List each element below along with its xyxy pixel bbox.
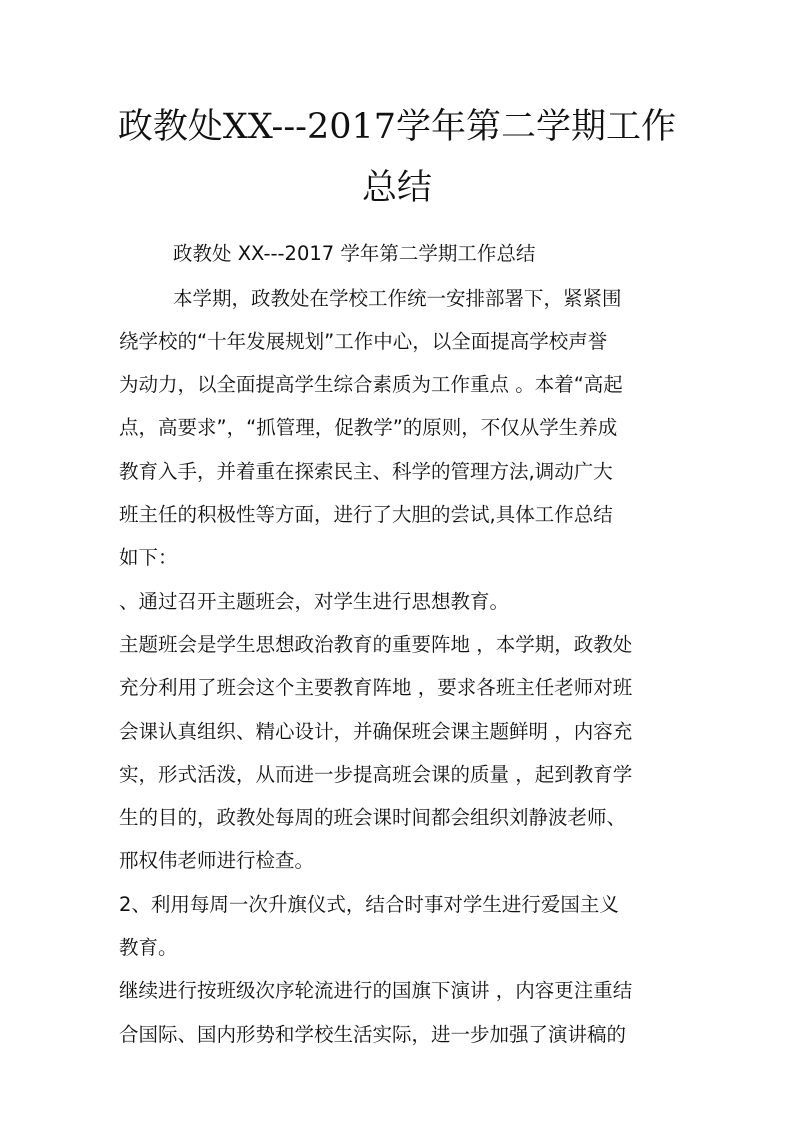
paragraph-line: 邢权伟老师进行检查。 (119, 849, 315, 872)
paragraph-line: 实，形式活泼，从而进一步提高班会课的质量 ，起到教育学 (119, 763, 633, 786)
paragraph-line: 合国际、国内形势和学校生活实际，进一步加强了演讲稿的 (119, 1023, 627, 1046)
section-heading: 2、利用每周一次升旗仪式，结合时事对学生进行爱国主义 (119, 893, 619, 916)
paragraph-line: 绕学校的“十年发展规划”工作中心，以全面提高学校声誉 (119, 330, 608, 353)
paragraph-line: 班主任的积极性等方面，进行了大胆的尝试,具体工作总结 (119, 503, 613, 526)
paragraph-line: 点，高要求”，“抓管理，促教学”的原则，不仅从学生养成 (119, 416, 618, 439)
document-title-line-1: 政教处XX---2017学年第二学期工作 (117, 107, 677, 147)
paragraph-line: 继续进行按班级次序轮流进行的国旗下演讲 ，内容更注重结 (119, 979, 633, 1002)
paragraph-line: 主题班会是学生思想政治教育的重要阵地 ，本学期，政教处 (119, 633, 633, 656)
document-title-line-2: 总结 (361, 168, 432, 208)
subtitle-line: 政教处 XX---2017 学年第二学期工作总结 (173, 242, 536, 265)
paragraph-line: 如下： (119, 546, 178, 569)
paragraph-line: 生的目的，政教处每周的班会课时间都会组织刘静波老师、 (119, 806, 627, 829)
paragraph-line: 会课认真组织、精心设计，并确保班会课主题鲜明 ，内容充 (119, 720, 633, 743)
paragraph-line: 本学期，政教处在学校工作统一安排部署下，紧紧围 (173, 287, 622, 310)
section-heading: 教育。 (119, 936, 178, 959)
paragraph-line: 充分利用了班会这个主要教育阵地 ，要求各班主任老师对班 (119, 676, 633, 699)
paragraph-line: 为动力，以全面提高学生综合素质为工作重点 。本着“高起 (119, 373, 623, 396)
paragraph-line: 教育入手，并着重在探索民主、科学的管理方法,调动广大 (119, 460, 613, 483)
section-heading: 、通过召开主题班会，对学生进行思想教育。 (119, 590, 510, 613)
